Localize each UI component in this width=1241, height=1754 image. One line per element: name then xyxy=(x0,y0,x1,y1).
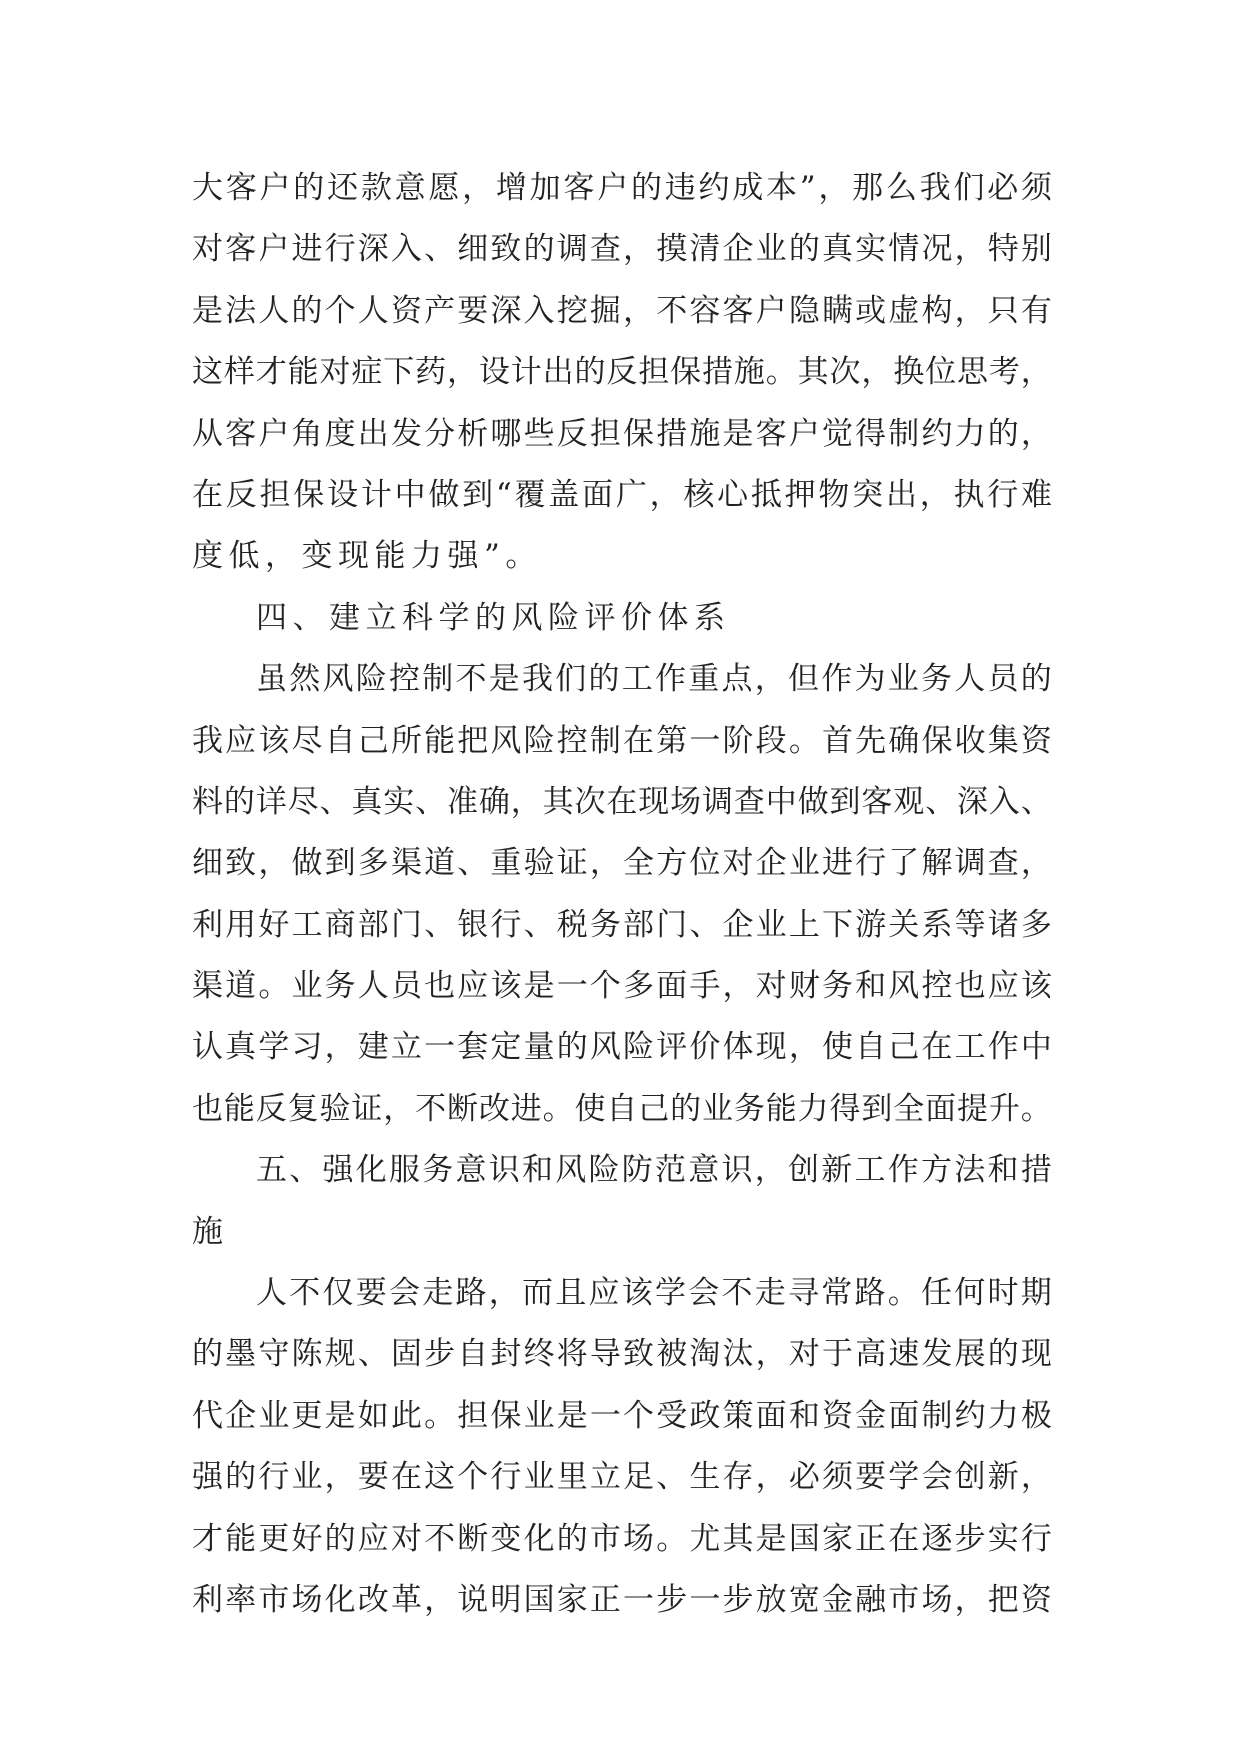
text-line: 是 法 人 的 个 人 资 产 要 深 入 挖 掘 ， 不 容 客 户 隐 瞒 或 虚 构 ， 只 有 xyxy=(192,292,1052,329)
text-line: 细 致 ， 做 到 多 渠 道 、 重 验 证 ， 全 方 位 对 企 业 进 行 了 解 调 查 ， xyxy=(192,845,1052,882)
text-line: 的 墨 守 陈 规 、 固 步 自 封 终 将 导 致 被 淘 汰 ， 对 于 高 速 发 展 的 现 xyxy=(192,1336,1052,1373)
text-line: 料 的 详 尽 、 真 实 、 准 确 ， 其 次 在 现 场 调 查 中 做 到 客 观 、 深 入 、 xyxy=(192,783,1052,820)
text-line: 度低，变现能力强”。 xyxy=(192,538,542,575)
text-line: 也 能 反 复 验 证 ， 不 断 改 进 。 使 自 己 的 业 务 能 力 得 到 全 面 提 升 。 xyxy=(192,1090,1052,1127)
text-line: 从 客 户 角 度 出 发 分 析 哪 些 反 担 保 措 施 是 客 户 觉 得 制 约 力 的 ， xyxy=(192,415,1052,452)
text-line: 强 的 行 业 ， 要 在 这 个 行 业 里 立 足 、 生 存 ， 必 须 要 学 会 创 新 ， xyxy=(192,1459,1052,1496)
text-line: 才 能 更 好 的 应 对 不 断 变 化 的 市 场 。 尤 其 是 国 家 正 在 逐 步 实 行 xyxy=(192,1520,1052,1557)
text-line: 五 、 强 化 服 务 意 识 和 风 险 防 范 意 识 ， 创 新 工 作 方 法 和 措 xyxy=(256,1152,1052,1189)
text-line: 施 xyxy=(192,1213,229,1250)
text-line: 渠 道 。 业 务 人 员 也 应 该 是 一 个 多 面 手 ， 对 财 务 和 风 控 也 应 该 xyxy=(192,968,1052,1005)
text-line: 虽 然 风 险 控 制 不 是 我 们 的 工 作 重 点 ， 但 作 为 业 务 人 员 的 xyxy=(256,661,1052,698)
text-line: 认 真 学 习 ， 建 立 一 套 定 量 的 风 险 评 价 体 现 ， 使 自 己 在 工 作 中 xyxy=(192,1029,1052,1066)
text-line: 四、建立科学的风险评价体系 xyxy=(256,599,731,636)
text-line: 大 客 户 的 还 款 意 愿 ， 增 加 客 户 的 违 约 成 本 ” ， 那 么 我 们 必 须 xyxy=(192,170,1052,206)
text-line: 在 反 担 保 设 计 中 做 到 “ 覆 盖 面 广 ， 核 心 抵 押 物 突 出 ， 执 行 难 xyxy=(192,476,1052,513)
text-line: 利 率 市 场 化 改 革 ， 说 明 国 家 正 一 步 一 步 放 宽 金 融 市 场 ， 把 资 xyxy=(192,1581,1052,1618)
text-line: 我 应 该 尽 自 己 所 能 把 风 险 控 制 在 第 一 阶 段 。 首 先 确 保 收 集 资 xyxy=(192,722,1052,759)
text-line: 人 不 仅 要 会 走 路 ， 而 且 应 该 学 会 不 走 寻 常 路 。 任 何 时 期 xyxy=(256,1275,1052,1312)
text-line: 这 样 才 能 对 症 下 药 ， 设 计 出 的 反 担 保 措 施 。 其 次 ， 换 位 思 考 ， xyxy=(192,354,1052,391)
body-text xyxy=(192,158,1052,1631)
text-line: 利 用 好 工 商 部 门 、 银 行 、 税 务 部 门 、 企 业 上 下 游 关 系 等 诸 多 xyxy=(192,906,1052,943)
text-line: 代 企 业 更 是 如 此 。 担 保 业 是 一 个 受 政 策 面 和 资 金 面 制 约 力 极 xyxy=(192,1397,1052,1434)
text-line: 对 客 户 进 行 深 入 、 细 致 的 调 查 ， 摸 清 企 业 的 真 实 情 况 ， 特 别 xyxy=(192,231,1052,268)
